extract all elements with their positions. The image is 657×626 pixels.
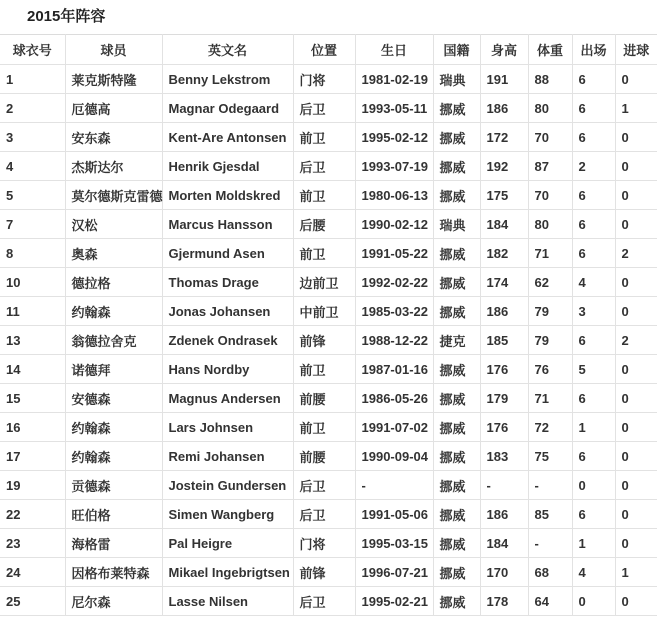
cell-number: 24: [0, 558, 65, 587]
cell-player: 诺德拜: [65, 355, 162, 384]
cell-appearances: 6: [572, 123, 615, 152]
cell-height: 182: [480, 239, 528, 268]
cell-appearances: 6: [572, 442, 615, 471]
cell-height: 184: [480, 210, 528, 239]
table-row: [0, 500, 657, 529]
cell-weight: 70: [528, 123, 572, 152]
cell-birthday: 1988-12-22: [355, 326, 433, 355]
cell-name-en: Zdenek Ondrasek: [162, 326, 293, 355]
cell-birthday: 1987-01-16: [355, 355, 433, 384]
cell-birthday: 1980-06-13: [355, 181, 433, 210]
table-row: [0, 152, 657, 181]
cell-goals: 0: [615, 355, 657, 384]
cell-number: 7: [0, 210, 65, 239]
cell-appearances: 1: [572, 413, 615, 442]
cell-player: 旺伯格: [65, 500, 162, 529]
cell-height: 170: [480, 558, 528, 587]
cell-height: 176: [480, 355, 528, 384]
cell-number: 23: [0, 529, 65, 558]
cell-appearances: 6: [572, 500, 615, 529]
cell-nationality: 挪威: [433, 587, 480, 616]
table-row: [0, 65, 657, 94]
cell-player: 厄德高: [65, 94, 162, 123]
cell-height: 186: [480, 297, 528, 326]
cell-position: 边前卫: [293, 268, 355, 297]
cell-player: 因格布莱特森: [65, 558, 162, 587]
cell-birthday: 1992-02-22: [355, 268, 433, 297]
cell-appearances: 0: [572, 471, 615, 500]
cell-weight: 68: [528, 558, 572, 587]
cell-nationality: 捷克: [433, 326, 480, 355]
cell-goals: 0: [615, 297, 657, 326]
cell-nationality: 挪威: [433, 94, 480, 123]
cell-weight: 72: [528, 413, 572, 442]
cell-birthday: -: [355, 471, 433, 500]
cell-height: 174: [480, 268, 528, 297]
cell-weight: 88: [528, 65, 572, 94]
cell-position: 中前卫: [293, 297, 355, 326]
cell-position: 后卫: [293, 500, 355, 529]
cell-goals: 0: [615, 210, 657, 239]
column-header-nationality: 国籍: [433, 35, 480, 65]
cell-goals: 0: [615, 152, 657, 181]
cell-nationality: 挪威: [433, 181, 480, 210]
cell-name-en: Marcus Hansson: [162, 210, 293, 239]
column-header-position: 位置: [293, 35, 355, 65]
cell-weight: 79: [528, 326, 572, 355]
cell-birthday: 1985-03-22: [355, 297, 433, 326]
cell-player: 安东森: [65, 123, 162, 152]
column-header-height: 身高: [480, 35, 528, 65]
table-row: [0, 558, 657, 587]
cell-player: 汉松: [65, 210, 162, 239]
cell-appearances: 6: [572, 210, 615, 239]
cell-number: 22: [0, 500, 65, 529]
cell-number: 5: [0, 181, 65, 210]
cell-nationality: 挪威: [433, 355, 480, 384]
cell-birthday: 1990-02-12: [355, 210, 433, 239]
cell-goals: 2: [615, 326, 657, 355]
cell-weight: 64: [528, 587, 572, 616]
cell-name-en: Mikael Ingebrigtsen: [162, 558, 293, 587]
cell-nationality: 挪威: [433, 529, 480, 558]
table-row: [0, 181, 657, 210]
table-row: [0, 297, 657, 326]
cell-nationality: 挪威: [433, 442, 480, 471]
cell-nationality: 挪威: [433, 471, 480, 500]
cell-nationality: 挪威: [433, 413, 480, 442]
cell-position: 前锋: [293, 558, 355, 587]
cell-position: 门将: [293, 529, 355, 558]
cell-birthday: 1996-07-21: [355, 558, 433, 587]
cell-appearances: 6: [572, 239, 615, 268]
cell-name-en: Morten Moldskred: [162, 181, 293, 210]
cell-position: 后卫: [293, 152, 355, 181]
cell-goals: 1: [615, 558, 657, 587]
cell-appearances: 6: [572, 65, 615, 94]
cell-goals: 0: [615, 413, 657, 442]
column-header-appearances: 出场: [572, 35, 615, 65]
cell-weight: -: [528, 471, 572, 500]
cell-height: 192: [480, 152, 528, 181]
cell-birthday: 1993-07-19: [355, 152, 433, 181]
cell-birthday: 1995-03-15: [355, 529, 433, 558]
cell-position: 后卫: [293, 94, 355, 123]
column-header-goals: 进球: [615, 35, 657, 65]
cell-player: 约翰森: [65, 442, 162, 471]
cell-height: -: [480, 471, 528, 500]
cell-height: 172: [480, 123, 528, 152]
cell-appearances: 4: [572, 268, 615, 297]
cell-position: 前卫: [293, 239, 355, 268]
cell-name-en: Benny Lekstrom: [162, 65, 293, 94]
table-row: [0, 384, 657, 413]
cell-birthday: 1991-07-02: [355, 413, 433, 442]
table-header-row: [0, 35, 657, 65]
cell-height: 184: [480, 529, 528, 558]
cell-weight: 87: [528, 152, 572, 181]
cell-position: 后卫: [293, 471, 355, 500]
cell-nationality: 挪威: [433, 384, 480, 413]
cell-player: 莫尔德斯克雷德: [65, 181, 162, 210]
cell-nationality: 挪威: [433, 500, 480, 529]
cell-appearances: 1: [572, 529, 615, 558]
cell-name-en: Pal Heigre: [162, 529, 293, 558]
cell-number: 4: [0, 152, 65, 181]
cell-player: 贡德森: [65, 471, 162, 500]
table-row: [0, 529, 657, 558]
cell-position: 前腰: [293, 442, 355, 471]
cell-position: 前腰: [293, 384, 355, 413]
cell-name-en: Hans Nordby: [162, 355, 293, 384]
cell-height: 179: [480, 384, 528, 413]
column-header-birthday: 生日: [355, 35, 433, 65]
cell-name-en: Magnar Odegaard: [162, 94, 293, 123]
cell-goals: 0: [615, 587, 657, 616]
cell-number: 10: [0, 268, 65, 297]
table-row: [0, 355, 657, 384]
table-row: [0, 94, 657, 123]
cell-name-en: Remi Johansen: [162, 442, 293, 471]
cell-nationality: 瑞典: [433, 65, 480, 94]
cell-appearances: 6: [572, 94, 615, 123]
cell-player: 海格雷: [65, 529, 162, 558]
cell-player: 德拉格: [65, 268, 162, 297]
cell-name-en: Gjermund Asen: [162, 239, 293, 268]
cell-goals: 2: [615, 239, 657, 268]
cell-birthday: 1991-05-06: [355, 500, 433, 529]
cell-height: 178: [480, 587, 528, 616]
cell-name-en: Simen Wangberg: [162, 500, 293, 529]
cell-appearances: 5: [572, 355, 615, 384]
cell-number: 14: [0, 355, 65, 384]
cell-goals: 1: [615, 94, 657, 123]
cell-weight: 80: [528, 94, 572, 123]
cell-position: 前卫: [293, 181, 355, 210]
cell-weight: 76: [528, 355, 572, 384]
cell-birthday: 1995-02-12: [355, 123, 433, 152]
cell-goals: 0: [615, 384, 657, 413]
cell-birthday: 1986-05-26: [355, 384, 433, 413]
cell-nationality: 挪威: [433, 558, 480, 587]
cell-birthday: 1990-09-04: [355, 442, 433, 471]
cell-position: 后卫: [293, 587, 355, 616]
cell-birthday: 1993-05-11: [355, 94, 433, 123]
table-row: [0, 239, 657, 268]
cell-number: 16: [0, 413, 65, 442]
cell-goals: 0: [615, 123, 657, 152]
cell-weight: 71: [528, 384, 572, 413]
cell-name-en: Lars Johnsen: [162, 413, 293, 442]
cell-position: 前锋: [293, 326, 355, 355]
column-header-number: 球衣号: [0, 35, 65, 65]
column-header-name-en: 英文名: [162, 35, 293, 65]
cell-goals: 0: [615, 181, 657, 210]
cell-height: 175: [480, 181, 528, 210]
cell-weight: 85: [528, 500, 572, 529]
cell-name-en: Kent-Are Antonsen: [162, 123, 293, 152]
cell-birthday: 1981-02-19: [355, 65, 433, 94]
cell-goals: 0: [615, 529, 657, 558]
cell-position: 前卫: [293, 123, 355, 152]
cell-appearances: 4: [572, 558, 615, 587]
cell-birthday: 1991-05-22: [355, 239, 433, 268]
table-row: [0, 471, 657, 500]
table-row: [0, 442, 657, 471]
cell-position: 后腰: [293, 210, 355, 239]
cell-player: 翁德拉舍克: [65, 326, 162, 355]
cell-number: 19: [0, 471, 65, 500]
cell-player: 约翰森: [65, 297, 162, 326]
cell-name-en: Henrik Gjesdal: [162, 152, 293, 181]
cell-goals: 0: [615, 500, 657, 529]
cell-number: 3: [0, 123, 65, 152]
cell-height: 176: [480, 413, 528, 442]
table-body: [0, 65, 657, 616]
cell-weight: 80: [528, 210, 572, 239]
table-row: [0, 413, 657, 442]
cell-weight: 79: [528, 297, 572, 326]
cell-number: 1: [0, 65, 65, 94]
cell-weight: 62: [528, 268, 572, 297]
cell-height: 185: [480, 326, 528, 355]
cell-number: 2: [0, 94, 65, 123]
cell-weight: 75: [528, 442, 572, 471]
cell-number: 25: [0, 587, 65, 616]
cell-position: 门将: [293, 65, 355, 94]
cell-number: 11: [0, 297, 65, 326]
page-title: 2015年阵容: [27, 8, 106, 25]
cell-name-en: Jonas Johansen: [162, 297, 293, 326]
cell-appearances: 3: [572, 297, 615, 326]
cell-birthday: 1995-02-21: [355, 587, 433, 616]
table-row: [0, 587, 657, 616]
table-row: [0, 210, 657, 239]
cell-weight: 71: [528, 239, 572, 268]
table-row: [0, 268, 657, 297]
cell-player: 杰斯达尔: [65, 152, 162, 181]
cell-height: 183: [480, 442, 528, 471]
cell-nationality: 瑞典: [433, 210, 480, 239]
cell-goals: 0: [615, 442, 657, 471]
cell-position: 前卫: [293, 355, 355, 384]
cell-number: 17: [0, 442, 65, 471]
cell-goals: 0: [615, 65, 657, 94]
cell-nationality: 挪威: [433, 123, 480, 152]
squad-table: [0, 34, 657, 616]
cell-weight: 70: [528, 181, 572, 210]
cell-nationality: 挪威: [433, 239, 480, 268]
cell-number: 8: [0, 239, 65, 268]
cell-appearances: 6: [572, 181, 615, 210]
cell-name-en: Jostein Gundersen: [162, 471, 293, 500]
cell-position: 前卫: [293, 413, 355, 442]
cell-player: 安德森: [65, 384, 162, 413]
cell-number: 13: [0, 326, 65, 355]
cell-height: 191: [480, 65, 528, 94]
cell-appearances: 0: [572, 587, 615, 616]
column-header-player: 球员: [65, 35, 162, 65]
cell-player: 约翰森: [65, 413, 162, 442]
cell-weight: -: [528, 529, 572, 558]
table-row: [0, 326, 657, 355]
cell-name-en: Lasse Nilsen: [162, 587, 293, 616]
cell-appearances: 6: [572, 384, 615, 413]
cell-nationality: 挪威: [433, 297, 480, 326]
cell-appearances: 6: [572, 326, 615, 355]
cell-player: 尼尔森: [65, 587, 162, 616]
cell-name-en: Thomas Drage: [162, 268, 293, 297]
cell-nationality: 挪威: [433, 268, 480, 297]
table-row: [0, 123, 657, 152]
cell-number: 15: [0, 384, 65, 413]
cell-height: 186: [480, 94, 528, 123]
cell-goals: 0: [615, 268, 657, 297]
cell-player: 莱克斯特隆: [65, 65, 162, 94]
cell-player: 奥森: [65, 239, 162, 268]
column-header-weight: 体重: [528, 35, 572, 65]
cell-goals: 0: [615, 471, 657, 500]
cell-name-en: Magnus Andersen: [162, 384, 293, 413]
cell-appearances: 2: [572, 152, 615, 181]
cell-height: 186: [480, 500, 528, 529]
cell-nationality: 挪威: [433, 152, 480, 181]
